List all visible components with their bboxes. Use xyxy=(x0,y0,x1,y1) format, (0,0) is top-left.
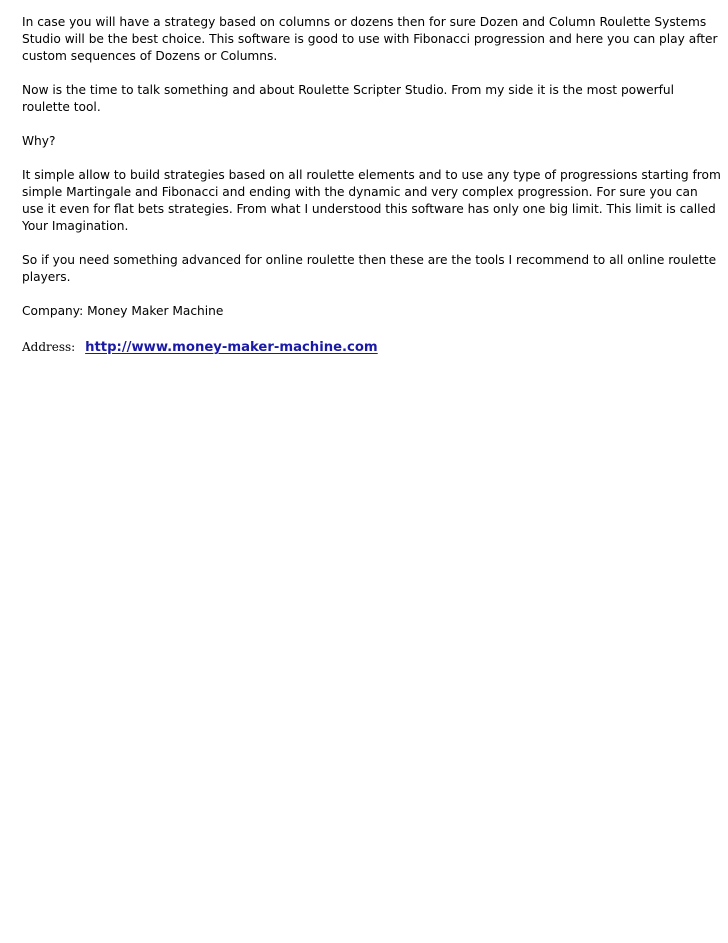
address-label: Address: xyxy=(22,340,76,354)
website-link[interactable]: http://www.money-maker-machine.com xyxy=(85,340,378,355)
paragraph-dozen-column-studio: In case you will have a strategy based on columns or dozens then for sure Dozen and Column Roulette Systems Studio will be the best choice. This software is good to use with Fibonacci progression and here you can play after custom sequences of Dozens or Columns. xyxy=(22,15,718,63)
company-line: Company: Money Maker Machine xyxy=(22,304,224,318)
paragraph-roulette-scripter: Now is the time to talk something and about Roulette Scripter Studio. From my side it is the most powerful roulette tool. xyxy=(22,83,675,114)
paragraph-recommendation: So if you need something advanced for online roulette then these are the tools I recommend to all online roulette players. xyxy=(22,253,717,284)
paragraph-strategies: It simple allow to build strategies based on all roulette elements and to use any type of progressions starting from simple Martingale and Fibonacci and ending with the dynamic and very complex progression. For sure you can use it even for flat bets strategies. From what I understood this software has only one big limit. This limit is called Your Imagination. xyxy=(22,168,721,233)
paragraph-why: Why? xyxy=(22,134,56,148)
document-body xyxy=(22,14,722,358)
address-line xyxy=(22,337,722,358)
